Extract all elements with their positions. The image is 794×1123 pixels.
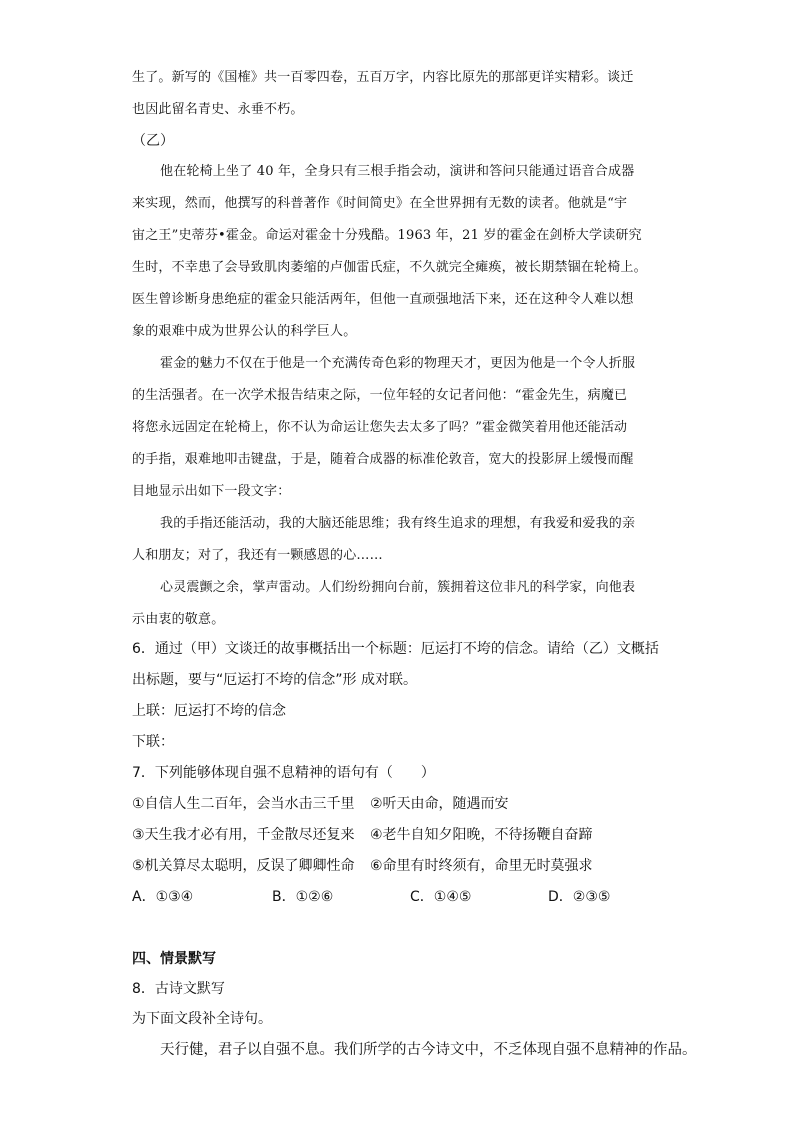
yi-text-line: 的生活强者。在一次学术报告结束之际，一位年轻的女记者问他：“霍金先生，病魔已	[132, 388, 628, 403]
q7-statement: ⑤机关算尽太聪明，反误了卿卿性命	[132, 858, 355, 874]
yi-text-line: 将您永远固定在轮椅上，你不认为命运让您失去太多了吗？”霍金微笑着用他还能活动	[132, 420, 628, 435]
yi-text-line: 来实现，然而，他撰写的科普著作《时间简史》在全世界拥有无数的读者。他就是“宇	[132, 196, 628, 211]
shanglian-line: 上联：厄运打不垮的信念	[132, 703, 286, 719]
q7-statement: ④老牛自知夕阳晚，不待扬鞭自奋蹄	[370, 827, 593, 843]
yi-text-line: 象的艰难中成为世界公认的科学巨人。	[132, 324, 357, 339]
yi-text-line: 目地显示出如下一段文字：	[132, 484, 291, 499]
question-8-instruction: 为下面文段补全诗句。	[132, 1011, 272, 1027]
q7-statement: ②听天由命，随遇而安	[370, 796, 509, 812]
question-8-title: 8．古诗文默写	[132, 981, 225, 997]
yi-text-line: 心灵震颤之余，掌声雷动。人们纷纷拥向台前，簇拥着这位非凡的科学家，向他表	[160, 580, 636, 595]
jia-text-line: 生了。新写的《国榷》共一百零四卷，五百万字，内容比原先的那部更详实精彩。谈迁	[132, 70, 634, 85]
yi-text-line: 的手指，艰难地叩击键盘，于是，随着合成器的标准伦敦音，宽大的投影屏上缓慢而醒	[132, 452, 634, 467]
question-7-stem: 7．下列能够体现自强不息精神的语句有（ ）	[132, 765, 435, 781]
yi-text-line: 我的手指还能活动，我的大脑还能思维；我有终生追求的理想，有我爱和爱我的亲	[160, 516, 636, 531]
question-6-line: 6．通过（甲）文谈迁的故事概括出一个标题：厄运打不垮的信念。请给（乙）文概括	[132, 641, 659, 657]
question-8-intro: 天行健，君子以自强不息。我们所学的古今诗文中，不乏体现自强不息精神的作品。	[160, 1042, 697, 1058]
yi-text-line: 生时，不幸患了会导致肌肉萎缩的卢伽雷氏症，不久就完全瘫痪，被长期禁锢在轮椅上。	[132, 260, 647, 275]
xialian-line: 下联：	[132, 734, 174, 750]
choice-a: A．①③④	[132, 889, 194, 905]
q7-statement: ⑥命里有时终须有，命里无时莫强求	[370, 858, 593, 874]
yi-text-line: 霍金的魅力不仅在于他是一个充满传奇色彩的物理天才，更因为他是一个令人折服	[160, 356, 636, 371]
yi-text-line: 人和朋友；对了，我还有一颗感恩的心……	[132, 548, 383, 563]
yi-text-line: 医生曾诊断身患绝症的霍金只能活两年，但他一直顽强地活下来，还在这种令人难以想	[132, 292, 634, 307]
yi-text-line: 示由衷的敬意。	[132, 612, 225, 627]
jia-text-line: 也因此留名青史、永垂不朽。	[132, 102, 304, 117]
q7-statement: ③天生我才必有用，千金散尽还复来	[132, 827, 355, 843]
yi-text-line: 宙之王”史蒂芬•霍金。命运对霍金十分残酷。1963 年，21 岁的霍金在剑桥大学读研究	[132, 228, 642, 243]
yi-label: （乙）	[132, 133, 174, 149]
section-heading: 四、情景默写	[132, 951, 216, 967]
q7-statement: ①自信人生二百年，会当水击三千里	[132, 796, 355, 812]
choice-b: B．①②⑥	[272, 889, 334, 905]
choice-d: D．②③⑤	[548, 889, 611, 905]
question-6-line: 出标题，要与“厄运打不垮的信念”形 成对联。	[132, 672, 417, 688]
choice-c: C．①④⑤	[410, 889, 472, 905]
yi-text-line: 他在轮椅上坐了 40 年，全身只有三根手指会动，演讲和答问只能通过语音合成器	[160, 164, 635, 179]
